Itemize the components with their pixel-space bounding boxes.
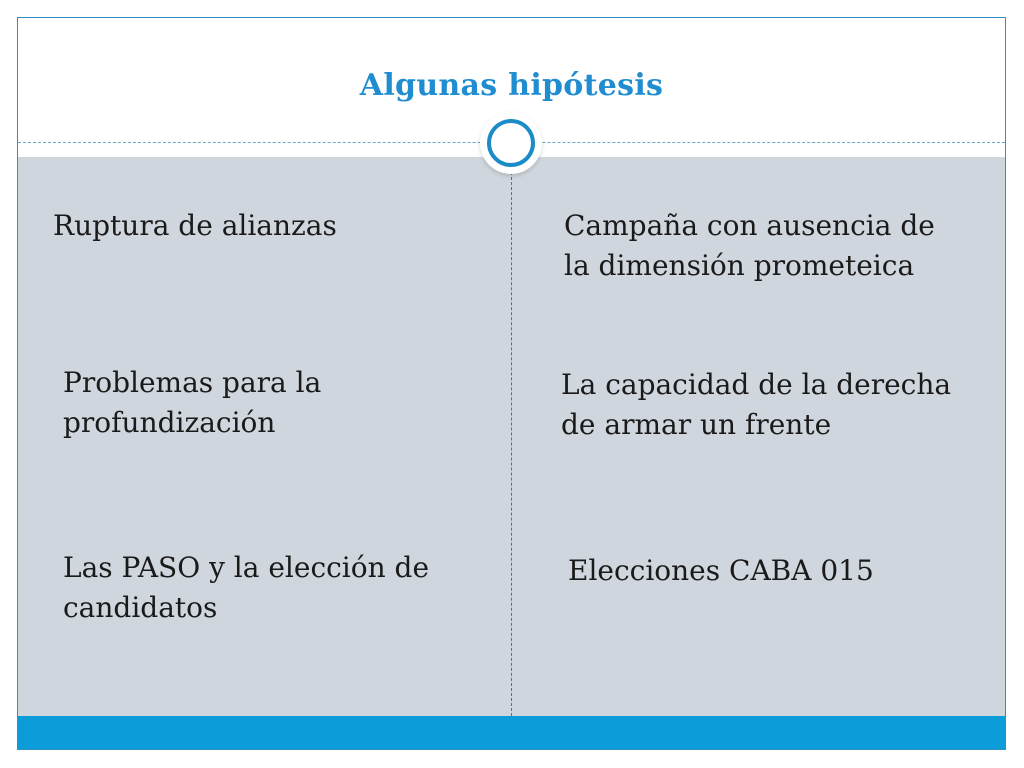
hypothesis-line: Las PASO y la elección de: [63, 551, 430, 584]
hypothesis-line: la dimensión prometeica: [564, 249, 915, 282]
hypothesis-derecha-frente: [561, 365, 951, 445]
column-divider: [511, 157, 512, 716]
hypothesis-line: profundización: [63, 406, 276, 439]
hypothesis-line: candidatos: [63, 591, 218, 624]
hypothesis-elecciones-caba: [568, 551, 874, 591]
circle-ornament-icon: [480, 112, 542, 174]
hypothesis-line: La capacidad de la derecha: [561, 368, 952, 401]
footer-band: [18, 716, 1005, 750]
hypothesis-line: Campaña con ausencia de: [564, 209, 935, 242]
hypothesis-campana-prometeica: [564, 206, 935, 286]
hypothesis-line: de armar un frente: [561, 408, 832, 441]
slide-title: Algunas hipótesis: [359, 68, 664, 103]
hypothesis-line: Elecciones CABA 015: [568, 554, 874, 587]
hypothesis-problemas-profundizacion: [63, 363, 321, 443]
slide-frame: [17, 17, 1006, 750]
hypothesis-line: Problemas para la: [63, 366, 322, 399]
hypothesis-ruptura-alianzas: [53, 206, 337, 246]
hypothesis-line: Ruptura de alianzas: [53, 209, 337, 242]
hypothesis-paso-candidatos: [63, 548, 429, 628]
